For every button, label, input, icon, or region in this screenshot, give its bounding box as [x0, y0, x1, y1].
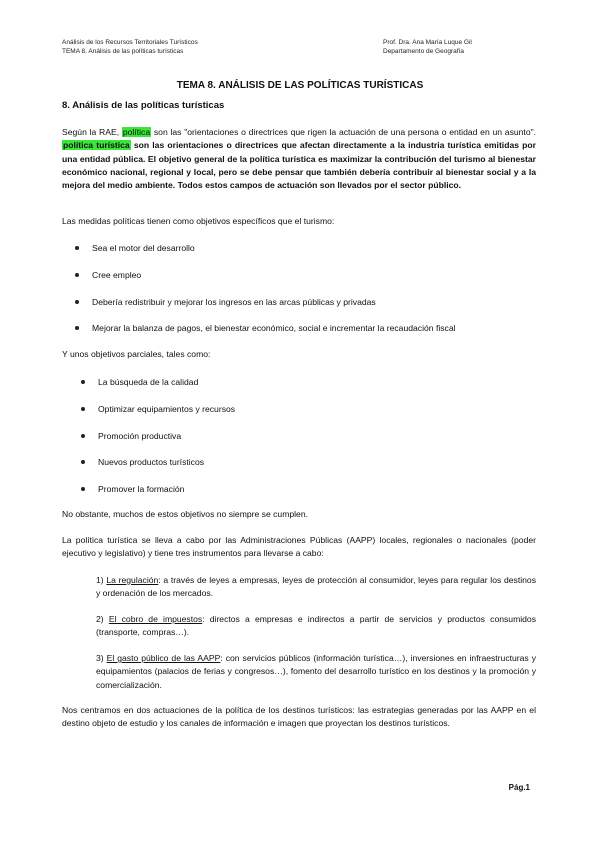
page-number: Pág.1	[508, 783, 530, 792]
instrument-text: : a través de leyes a empresas, leyes de protección al consumidor, leyes para regular los destinos y ordenación de los mercados.	[96, 575, 536, 599]
instrument-number: 2)	[96, 614, 104, 624]
header-right	[383, 38, 472, 56]
partial-objective-item: Promoción productiva	[98, 431, 182, 441]
intro-text-3: son las orientaciones o directrices que afectan directamente a la industria turística emitidas por una entidad pública. El objetivo general de la política turística es maximizar la contribución del turismo al bienestar económico nacional, regional y local, pero se debe pensar que también debería contribuir al bienestar social y a la mejora del medio ambiente. Todos estos campos de actuación son llevados por el sector público.	[62, 140, 537, 191]
partial-intro: Y unos objetivos parciales, tales como:	[62, 349, 211, 359]
highlight-politica: política	[122, 127, 151, 137]
bullet-icon	[81, 487, 85, 491]
instrument-name: El cobro de impuestos	[108, 614, 203, 624]
bullet-icon	[75, 300, 79, 304]
instrument-item	[96, 613, 536, 640]
partial-objective-item: Nuevos productos turísticos	[98, 457, 205, 467]
header-course: Análisis de los Recursos Territoriales Turísticos	[62, 39, 198, 46]
bullet-icon	[75, 246, 79, 250]
partial-objective-item: Optimizar equipamientos y recursos	[98, 404, 236, 414]
bullet-icon	[81, 460, 85, 464]
specific-objective-item: Debería redistribuir y mejorar los ingresos en las arcas públicas y privadas	[92, 297, 376, 307]
instruments-intro: La política turística se lleva a cabo por las Administraciones Públicas (AAPP) locales, regionales o nacionales (poder ejecutivo y legislativo) y tiene tres instrumentos para llevarse a cabo:	[62, 535, 536, 559]
header-author: Prof. Dra. Ana María Luque Gil	[383, 39, 472, 46]
header-department: Departamento de Geografía	[383, 48, 464, 55]
intro-text-1: Según la RAE,	[62, 127, 120, 137]
bullet-icon	[75, 273, 79, 277]
instrument-item	[96, 574, 536, 601]
specific-objective-item: Cree empleo	[92, 270, 142, 280]
closing-paragraph: Nos centramos en dos actuaciones de la política de los destinos turísticos: las estrategias generadas por las AAPP en el destino objeto de estudio y los canales de información e imagen que proyectan los destinos turísticos.	[62, 705, 536, 729]
specific-objective-item: Mejorar la balanza de pagos, el bienestar económico, social e incrementar la recaudación fiscal	[92, 323, 456, 333]
partial-objective-item: Promover la formación	[98, 484, 185, 494]
bullet-icon	[81, 380, 85, 384]
instrument-name: La regulación	[106, 575, 159, 585]
not-fulfilled-text: No obstante, muchos de estos objetivos no siempre se cumplen.	[62, 509, 309, 519]
document-title: TEMA 8. ANÁLISIS DE LAS POLÍTICAS TURÍSTICAS	[176, 80, 424, 91]
instrument-name: El gasto público de las AAPP	[106, 653, 221, 663]
instrument-text: : directos a empresas e indirectos a partir de servicios y productos consumidos (transporte, compras…).	[96, 614, 537, 638]
header-topic: TEMA 8. Análisis de las políticas turísticas	[62, 48, 184, 55]
section-title: 8. Análisis de las políticas turísticas	[62, 100, 225, 111]
partial-objective-item: La búsqueda de la calidad	[98, 377, 199, 387]
instrument-item	[96, 652, 536, 692]
bullet-icon	[81, 434, 85, 438]
instrument-text: : con servicios públicos (información turística…), inversiones en infraestructuras y equipamientos (palacios de ferias y congresos…), fomento del desarrollo turístico en los destinos y la promoción y comercialización.	[96, 653, 536, 690]
instrument-number: 3)	[96, 653, 104, 663]
measures-intro: Las medidas políticas tienen como objetivos específicos que el turismo:	[62, 216, 335, 226]
highlight-politica-turistica: política turística	[63, 140, 130, 151]
specific-objective-item: Sea el motor del desarrollo	[92, 243, 195, 253]
bullet-icon	[75, 326, 79, 330]
intro-paragraph	[62, 126, 536, 192]
header-left	[62, 38, 198, 56]
bullet-icon	[81, 407, 85, 411]
intro-text-2: son las "orientaciones o directrices que rigen la actuación de una persona o entidad en un asunto".	[153, 127, 537, 137]
instrument-number: 1)	[96, 575, 104, 585]
